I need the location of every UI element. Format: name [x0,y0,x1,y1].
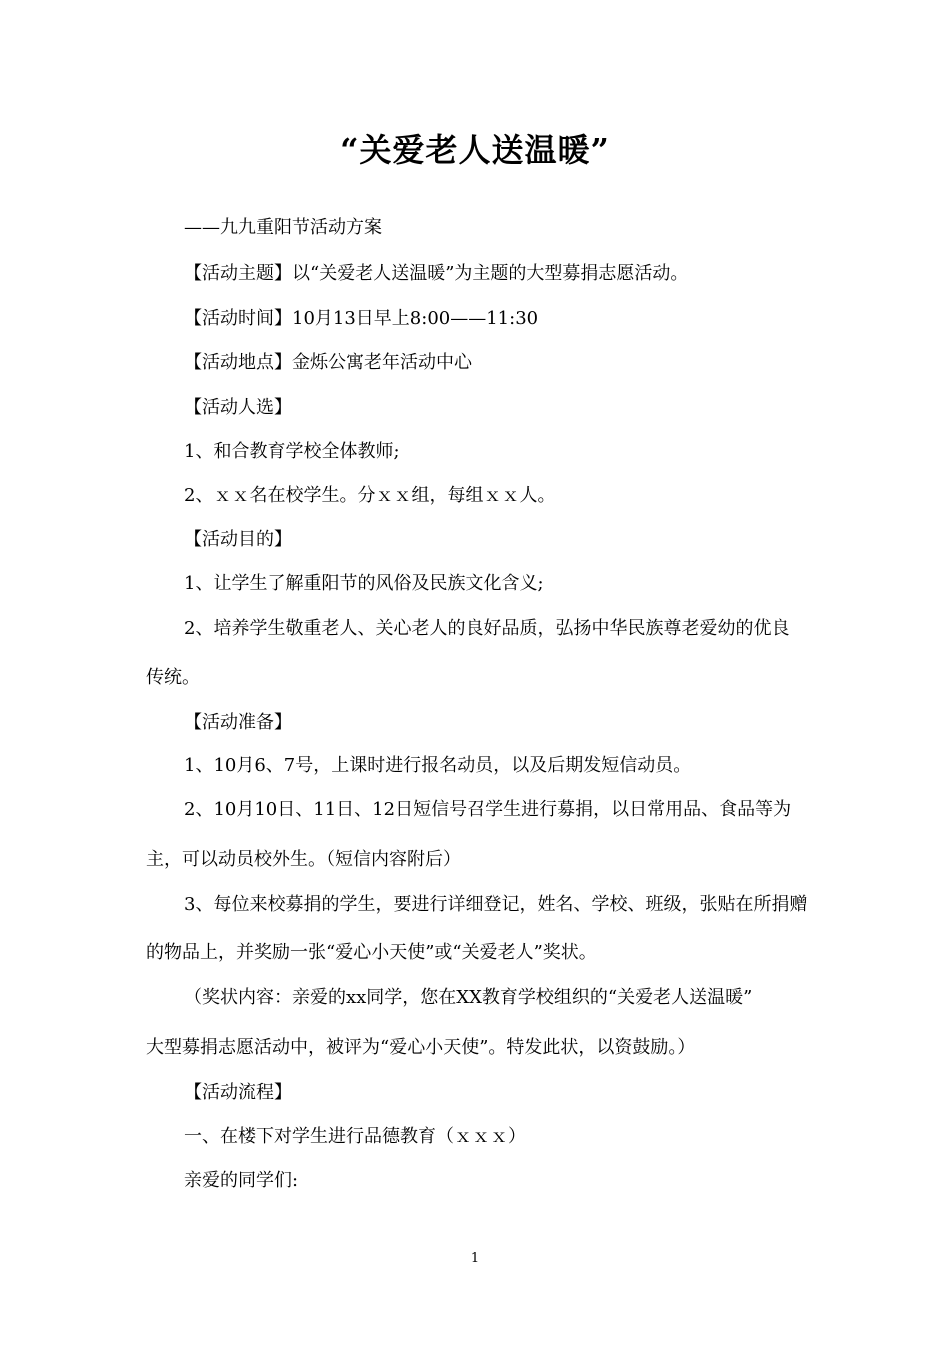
award-text-line-1: （奖状内容：亲爱的xx同学，您在XX教育学校组织的“关爱老人送温暖” [184,987,753,1008]
people-item-2: 2、ｘｘ名在校学生。分ｘｘ组，每组ｘｘ人。 [184,485,556,506]
document-subtitle: ——九九重阳节活动方案 [184,217,382,238]
activity-theme: 【活动主题】以“关爱老人送温暖”为主题的大型募捐志愿活动。 [184,263,689,284]
prep-item-3-line-2: 的物品上，并奖励一张“爱心小天使”或“关爱老人”奖状。 [146,942,597,963]
document-title: “关爱老人送温暖” [340,131,610,169]
flow-heading: 【活动流程】 [184,1082,292,1103]
prep-heading: 【活动准备】 [184,712,292,733]
prep-item-3-line-1: 3、每位来校募捐的学生，要进行详细登记，姓名、学校、班级，张贴在所捐赠 [184,894,808,915]
greeting: 亲爱的同学们: [184,1170,299,1191]
prep-item-1: 1、10月6、7号，上课时进行报名动员，以及后期发短信动员。 [184,755,692,776]
activity-location: 【活动地点】金烁公寓老年活动中心 [184,352,472,373]
award-text-line-2: 大型募捐志愿活动中，被评为“爱心小天使”。特发此状，以资鼓励。） [146,1037,696,1058]
people-item-1: 1、和合教育学校全体教师; [184,441,400,462]
prep-item-2-line-1: 2、10月10日、11日、12日短信号召学生进行募捐，以日常用品、食品等为 [184,799,792,820]
activity-time: 【活动时间】10月13日早上8:00——11:30 [184,308,539,329]
flow-item-1: 一、在楼下对学生进行品德教育（ｘｘｘ） [184,1126,526,1147]
people-heading: 【活动人选】 [184,397,292,418]
purpose-item-2-line-2: 传统。 [146,667,200,688]
page-number: 1 [470,1251,480,1266]
purpose-item-2-line-1: 2、培养学生敬重老人、关心老人的良好品质，弘扬中华民族尊老爱幼的优良 [184,618,790,639]
prep-item-2-line-2: 主，可以动员校外生。（短信内容附后） [146,849,461,870]
purpose-item-1: 1、让学生了解重阳节的风俗及民族文化含义; [184,573,544,594]
purpose-heading: 【活动目的】 [184,529,292,550]
